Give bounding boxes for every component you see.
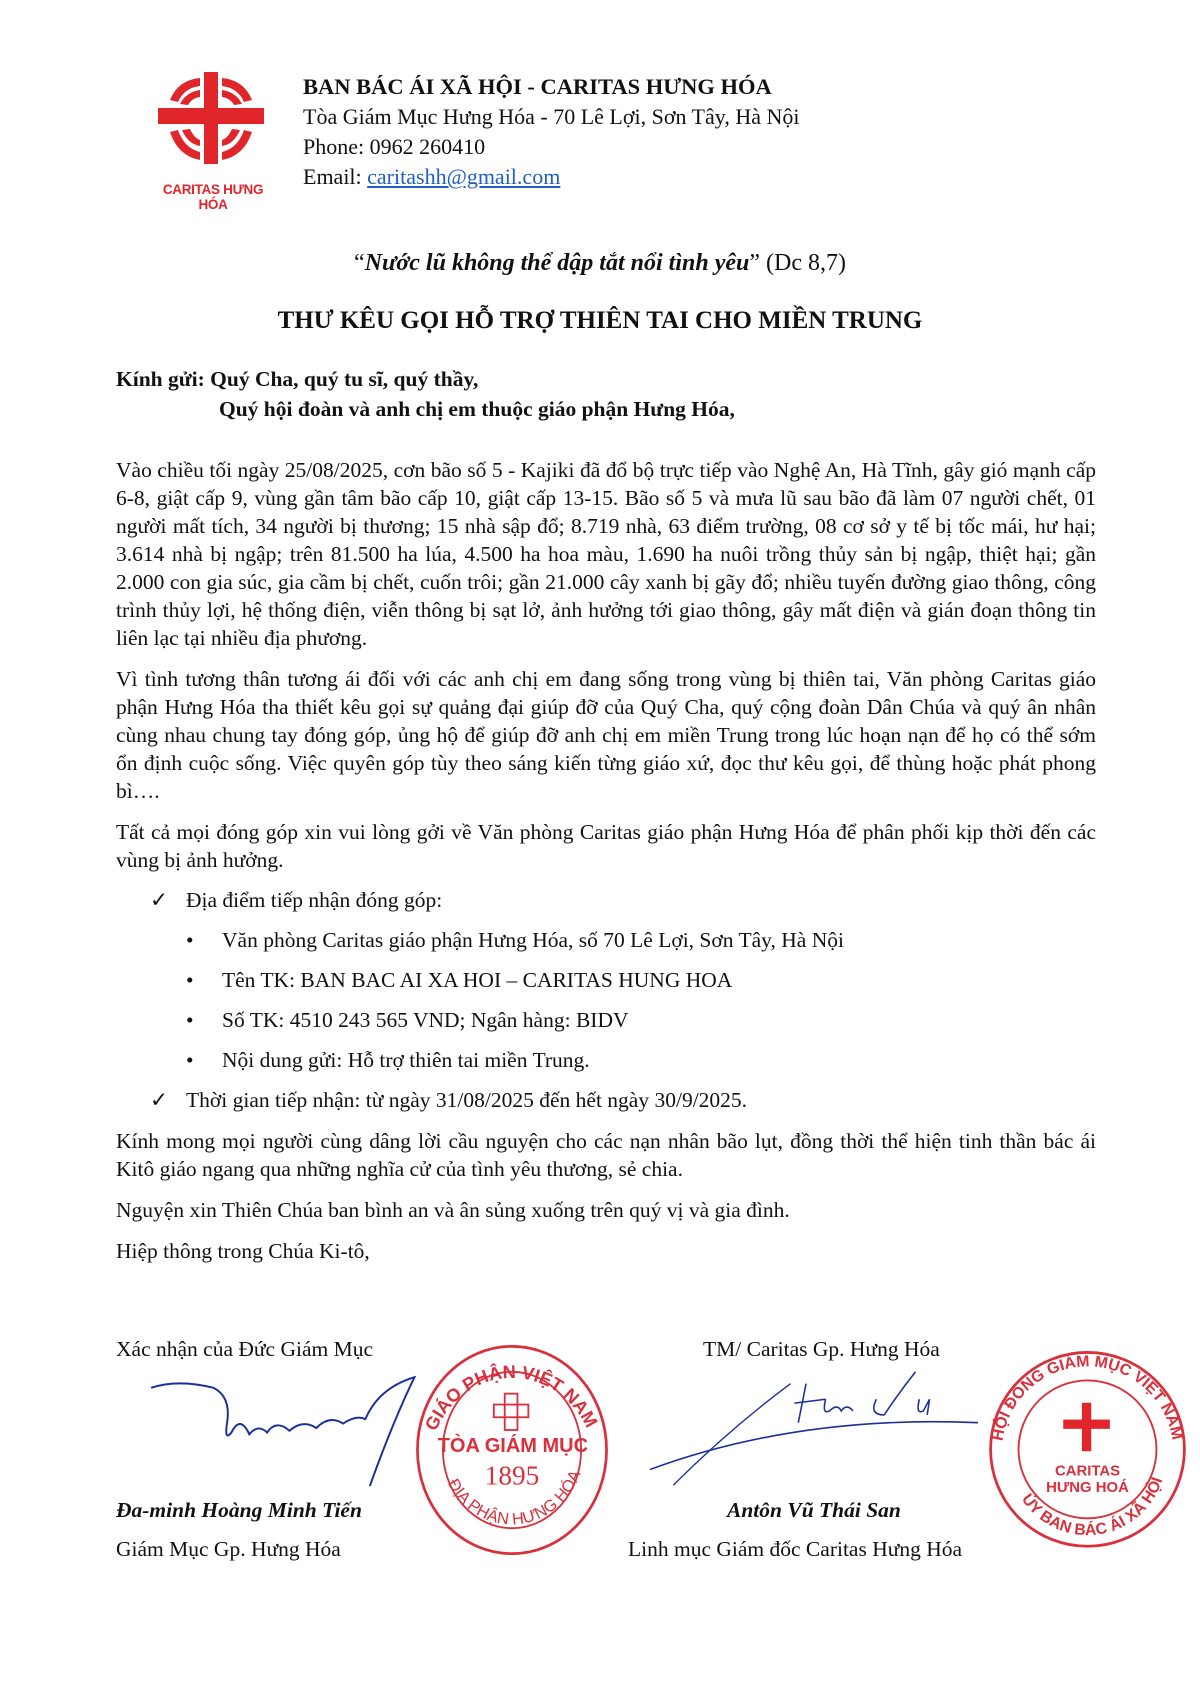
letterhead: [303, 72, 799, 192]
salutation-line-1: Kính gửi: Quý Cha, quý tu sĩ, quý thầy,: [116, 367, 479, 391]
letter-body: [116, 364, 1096, 1265]
bullet-icon: •: [186, 968, 194, 992]
paragraph-communion: Hiệp thông trong Chúa Ki-tô,: [116, 1239, 370, 1263]
salutation: [116, 364, 1096, 424]
right-signature-heading: TM/ Caritas Gp. Hưng Hóa: [703, 1337, 940, 1361]
logo-text: CARITAS HƯNG HÓA: [162, 182, 264, 212]
email-line: [303, 162, 799, 192]
salutation-line-2: Quý hội đoàn và anh chị em thuộc giáo phận Hưng Hóa,: [219, 397, 735, 421]
list-item: [116, 1046, 1096, 1074]
paragraph-storm-damage: Vào chiều tối ngày 25/08/2025, cơn bão số 5 - Kajiki đã đổ bộ trực tiếp vào Nghệ An, Hà Tĩnh, gây gió mạnh cấp 6-8, giật cấp 9, vùng gần tâm bão cấp 10, giật cấp 13-15. Bão số 5 và mưa lũ sau bão đã làm 07 người chết, 01 người mất tích, 34 người bị thương; 15 nhà sập đổ; 8.719 nhà, 63 điểm trường, 08 cơ sở y tế bị tốc mái, hư hại; 3.614 nhà bị ngập; trên 81.500 ha lúa, 4.500 ha hoa màu, 1.690 ha nuôi trồng thủy sản bị ngập, thiệt hại; gần 2.000 con gia súc, gia cầm bị chết, cuốn trôi; gần 21.000 cây xanh bị gãy đổ; nhiều tuyến đường giao thông, công trình thủy lợi, hệ thống điện, viễn thông bị sạt lở, ảnh hưởng tới giao thông, gây mất điện và gián đoạn thông tin liên lạc tại nhiều địa phương.: [116, 458, 1096, 650]
seal-center-1: CARITAS: [1054, 1463, 1121, 1480]
paragraph-prayer: Kính mong mọi người cùng dâng lời cầu nguyện cho các nạn nhân bão lụt, đồng thời thể hiện tinh thần bác ái Kitô giáo ngang qua những nghĩa cử của tình yêu thương, sẻ chia.: [116, 1129, 1096, 1181]
seal-year: 1895: [484, 1460, 540, 1491]
account-name: Tên TK: BAN BAC AI XA HOI – CARITAS HUNG HOA: [222, 968, 733, 992]
seal-ring-bottom: ỦY BAN BÁC ÁI XÃ HỘI: [1018, 1475, 1167, 1540]
paragraph-blessing: Nguyện xin Thiên Chúa ban bình an và ân sủng xuống trên quý vị và gia đình.: [116, 1198, 790, 1222]
receiving-time: Thời gian tiếp nhận: từ ngày 31/08/2025 đến hết ngày 30/9/2025.: [186, 1088, 748, 1112]
email-link[interactable]: caritashh@gmail.com: [367, 164, 561, 189]
bishop-name: Đa-minh Hoàng Minh Tiến: [116, 1498, 362, 1522]
left-signature-heading: Xác nhận của Đức Giám Mục: [116, 1337, 374, 1361]
transfer-content: Nội dung gửi: Hỗ trợ thiên tai miền Trung.: [222, 1048, 590, 1072]
director-name: Antôn Vũ Thái San: [727, 1498, 901, 1522]
quote-text: Nước lũ không thể dập tắt nổi tình yêu: [364, 250, 750, 276]
list-item: [116, 1006, 1096, 1034]
seal-ring-top: HỘI ĐỒNG GIÁM MỤC VIỆT NAM: [989, 1353, 1186, 1443]
account-number: Số TK: 4510 243 565 VND; Ngân hàng: BIDV: [222, 1008, 629, 1032]
seal-center: TÒA GIÁM MỤC: [437, 1434, 589, 1457]
bullet-icon: •: [186, 928, 194, 952]
seal-center-2: HƯNG HOÁ: [1046, 1480, 1129, 1497]
caritas-cross-icon: [148, 70, 278, 170]
bishop-signature: [125, 1370, 445, 1495]
location-label: Địa điểm tiếp nhận đóng góp:: [186, 888, 443, 912]
bishop-title: Giám Mục Gp. Hưng Hóa: [116, 1537, 341, 1561]
caritas-logo: [148, 70, 278, 212]
paragraph-send: Tất cả mọi đóng góp xin vui lòng gởi về Văn phòng Caritas giáo phận Hưng Hóa để phân phối kịp thời đến các vùng bị ảnh hưởng.: [116, 820, 1096, 872]
caritas-seal-stamp: [985, 1345, 1190, 1550]
seal-ring-top: GIÁO PHẬN VIỆT NAM: [421, 1361, 602, 1434]
office-address: Văn phòng Caritas giáo phận Hưng Hóa, số 70 Lê Lợi, Sơn Tây, Hà Nội: [222, 928, 844, 952]
list-item: [116, 926, 1096, 954]
bullet-icon: •: [186, 1048, 194, 1072]
letter-title: THƯ KÊU GỌI HỖ TRỢ THIÊN TAI CHO MIỀN TRUNG: [277, 307, 923, 334]
bullet-icon: •: [186, 1008, 194, 1032]
director-title: Linh mục Giám đốc Caritas Hưng Hóa: [628, 1537, 963, 1561]
check-icon: ✓: [150, 888, 169, 912]
list-item: [116, 966, 1096, 994]
check-item-location: [116, 886, 1096, 914]
caritas-cross-icon: [1063, 1403, 1110, 1451]
address: Tòa Giám Mục Hưng Hóa - 70 Lê Lợi, Sơn Tây, Hà Nội: [303, 104, 800, 129]
phone: Phone: 0962 260410: [303, 134, 486, 159]
organization-name: BAN BÁC ÁI XÃ HỘI - CARITAS HƯNG HÓA: [303, 74, 772, 99]
seal-ring-bottom: ĐỊA PHẬN HƯNG HÓA: [444, 1467, 585, 1529]
quote-reference: (Dc 8,7): [760, 250, 846, 276]
director-signature: [640, 1368, 980, 1493]
check-icon: ✓: [150, 1088, 169, 1112]
cross-icon: [494, 1394, 529, 1430]
quote-close: ”: [749, 250, 760, 276]
check-item-time: [116, 1086, 1096, 1114]
scripture-quote: [0, 250, 1200, 277]
quote-open: “: [354, 250, 365, 276]
paragraph-appeal: Vì tình tương thân tương ái đối với các anh chị em đang sống trong vùng bị thiên tai, Văn phòng Caritas giáo phận Hưng Hóa tha thiết kêu gọi sự quảng đại giúp đỡ của Quý Cha, quý cộng đoàn Dân Chúa và quý ân nhân cùng nhau chung tay đóng góp, ủng hộ để giúp đỡ anh chị em miền Trung trong lúc hoạn nạn để họ có thể sớm ổn định cuộc sống. Việc quyên góp tùy theo sáng kiến từng giáo xứ, đọc thư kêu gọi, để thùng hoặc phát phong bì….: [116, 667, 1096, 803]
email-label: Email:: [303, 164, 368, 189]
